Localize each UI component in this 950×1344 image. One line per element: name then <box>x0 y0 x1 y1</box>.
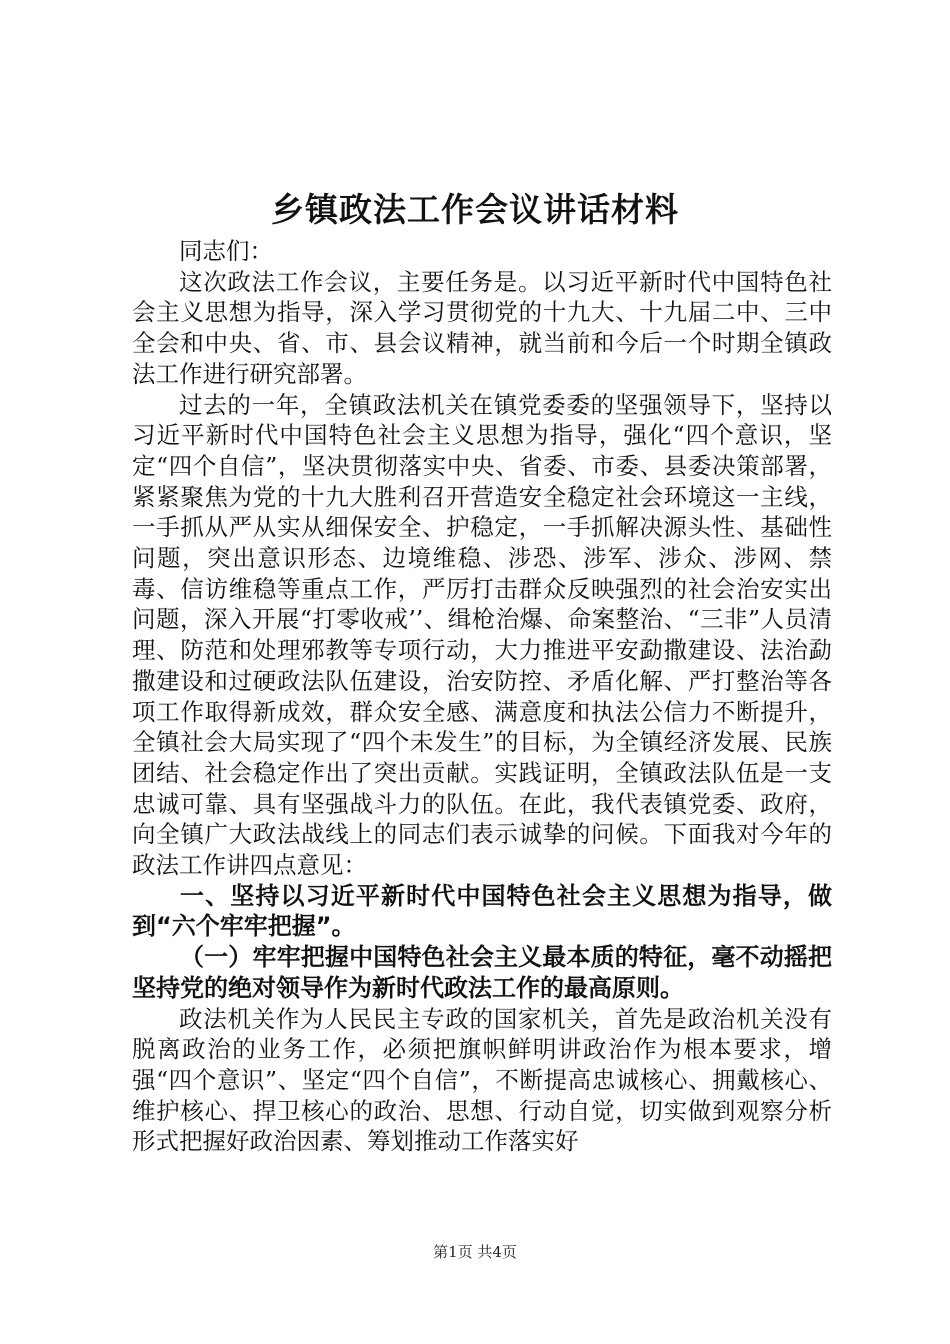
salutation-paragraph: 同志们： <box>179 237 273 265</box>
review-paragraph: 过去的一年，全镇政法机关在镇党委委的坚强领导下，坚持以习近平新时代中国特色社会主义思想为指导，强化“四个意识，坚定“四个自信”，坚决贯彻落实中央、省委、市委、县委决策部署，紧紧聚焦为党的十九大胜利召开营造安全稳定社会环境这一主线，一手抓从严从实从细保安全、护稳定，一手抓解决源头性、基础性问题，突出意识形态、边境维稳、涉恐、涉军、涉众、涉网、禁毒、信访维稳等重点工作，严厉打击群众反映强烈的社会治安实出问题，深入开展“打零收戒’’、缉枪治爆、命案整治、“三非”人员清理、防范和处理邪教等专项行动，大力推进平安勐撒建设、法治勐撒建设和过硬政法队伍建设，治安防控、矛盾化解、严打整治等各项工作取得新成效，群众安全感、满意度和执法公信力不断提升，全镇社会大局实现了“四个未发生”的目标，为全镇经济发展、民族团结、社会稳定作出了突出贡献。实践证明，全镇政法队伍是一支忠诚可靠、具有坚强战斗力的队伍。在此，我代表镇党委、政府，向全镇广大政法战线上的同志们表示诚挚的问候。下面我对今年的政法工作讲四点意见： <box>132 390 832 880</box>
document-body <box>132 236 832 1157</box>
intro-paragraph: 这次政法工作会议，主要任务是。以习近平新时代中国特色社会主义思想为指导，深入学习贯彻党的十九大、十九届二中、三中全会和中央、省、市、县会议精神，就当前和今后一个时期全镇政法工作进行研究部署。 <box>132 267 832 388</box>
document-title: 乡镇政法工作会议讲话材料 <box>271 190 679 229</box>
page-footer: 第1页 共4页 <box>433 1243 517 1261</box>
section-heading-1: 一、坚持以习近平新时代中国特色社会主义思想为指导，做到“六个牢牢把握”。 <box>132 881 832 941</box>
section-paragraph: 政法机关作为人民民主专政的国家机关，首先是政治机关没有脱离政治的业务工作，必须把旗帜鲜明讲政治作为根本要求，增强“四个意识”、坚定“四个自信”，不断提高忠诚核心、拥戴核心、维护核心、捍卫核心的政治、思想、行动自觉，切实做到观察分析形式把握好政治因素、筹划推动工作落实好 <box>132 1004 832 1156</box>
subsection-heading-1: （一）牢牢把握中国特色社会主义最本质的特征，毫不动摇把坚持党的绝对领导作为新时代政法工作的最高原则。 <box>132 943 832 1002</box>
